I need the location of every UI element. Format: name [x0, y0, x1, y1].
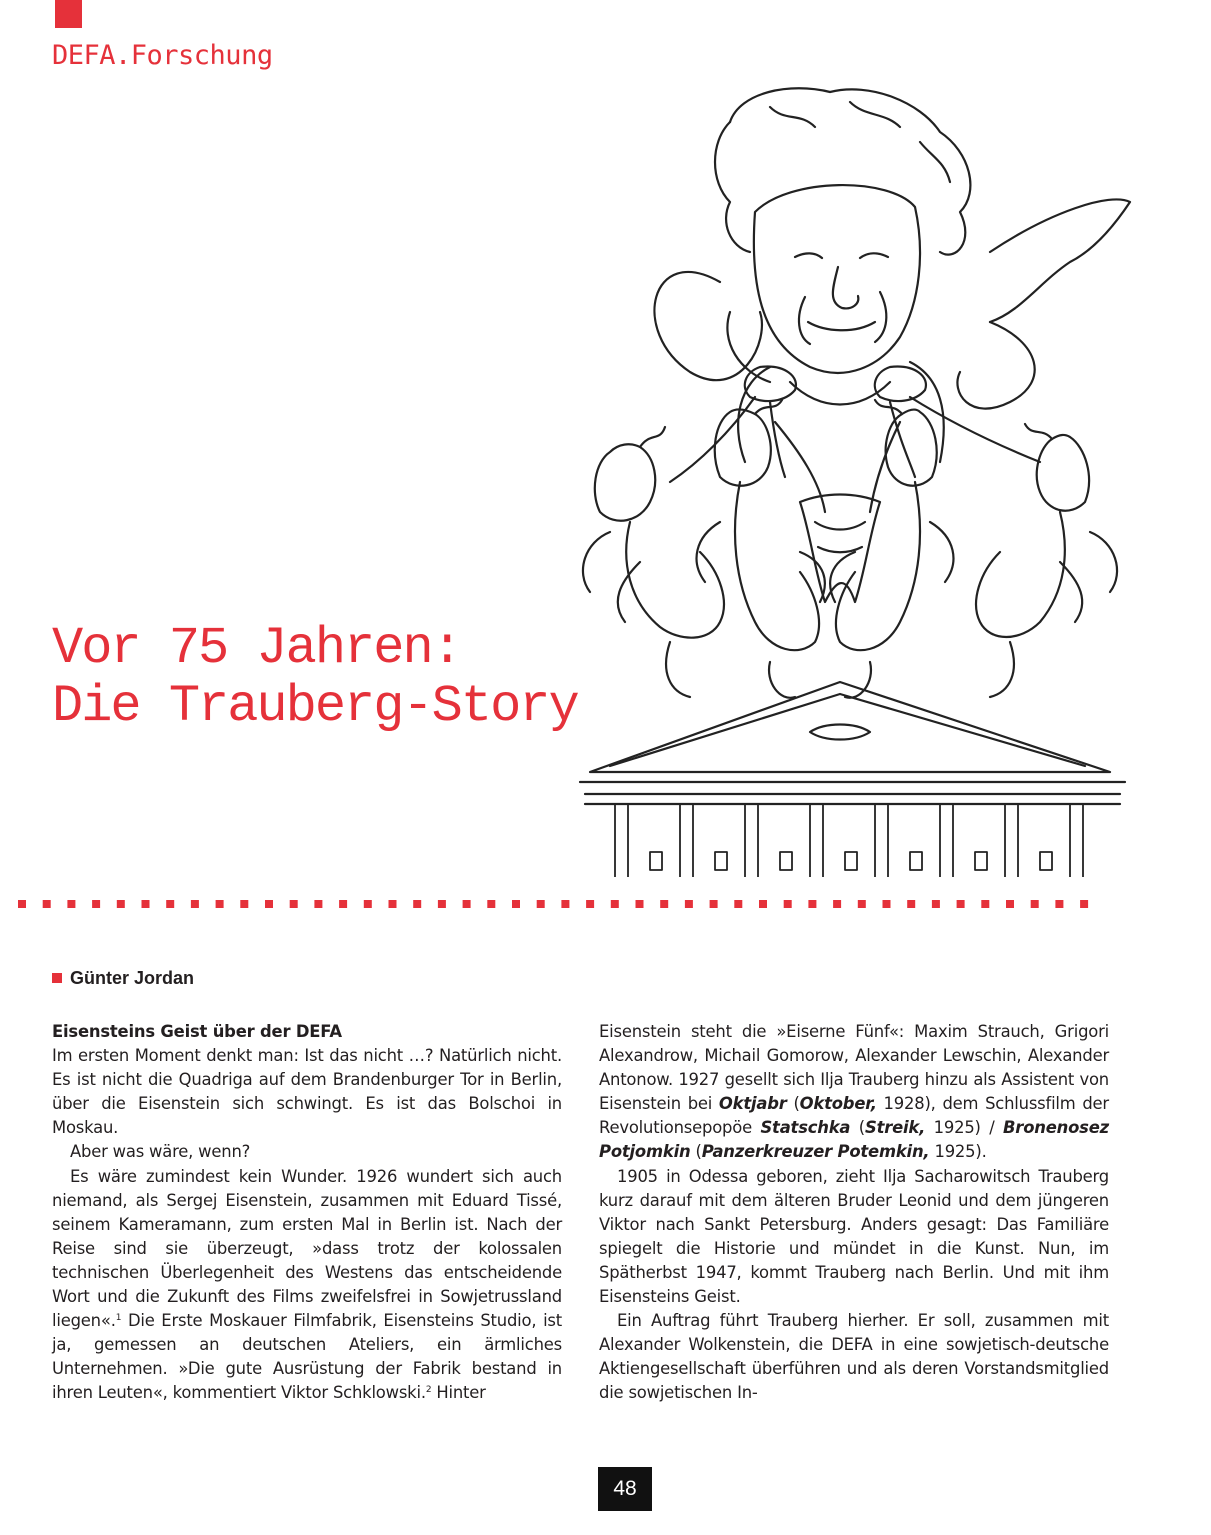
divider-dot [784, 900, 792, 908]
footnote-ref: 2 [425, 1385, 432, 1396]
divider-dot [290, 900, 298, 908]
article-title [52, 620, 578, 736]
article-column-left [52, 1020, 562, 1406]
film-title: Statschka [760, 1118, 851, 1138]
divider-dot [1080, 900, 1088, 908]
divider-dot [685, 900, 693, 908]
article-subheading: Eisensteins Geist über der DEFA [52, 1022, 342, 1041]
film-title: Panzerkreuzer Potemkin, [701, 1142, 930, 1162]
divider-dot [586, 900, 594, 908]
divider-dot [907, 900, 915, 908]
divider-dot [710, 900, 718, 908]
film-title: Oktjabr [718, 1094, 787, 1114]
divider-dot [67, 900, 75, 908]
red-square-bullet-icon [52, 973, 62, 983]
divider-dot [18, 900, 26, 908]
film-title: Oktober, [799, 1094, 877, 1114]
divider-dot [487, 900, 495, 908]
divider-dot [1055, 900, 1063, 908]
page-number: 48 [598, 1467, 652, 1511]
divider-dot [389, 900, 397, 908]
divider-dot [166, 900, 174, 908]
divider-dot [734, 900, 742, 908]
divider-dot [1031, 900, 1039, 908]
divider-dot [636, 900, 644, 908]
divider-dot [265, 900, 273, 908]
author-byline [52, 968, 194, 989]
divider-dot [561, 900, 569, 908]
divider-dot [142, 900, 150, 908]
paragraph: Im ersten Moment denkt man: Ist das nicht …? Natürlich nicht. Es ist nicht die Quadriga auf dem Brandenburger Tor in Berlin, über die Eisenstein sich schwingt. Es ist das Bolschoi in Moskau. [52, 1046, 562, 1138]
divider-dot [512, 900, 520, 908]
divider-dot [660, 900, 668, 908]
divider-dot [981, 900, 989, 908]
divider-dot [413, 900, 421, 908]
divider-dot [216, 900, 224, 908]
divider-dot [339, 900, 347, 908]
dotted-divider [14, 900, 1114, 910]
divider-dot [117, 900, 125, 908]
divider-dot [92, 900, 100, 908]
paragraph: Es wäre zumindest kein Wunder. 1926 wundert sich auch niemand, als Sergej Eisenstein, zusammen mit Eduard Tissé, seinem Kameramann, zum ersten Mal in Berlin ist. Nach der Reise sind sie überzeugt, »dass trotz der kolossalen technischen Überlegenheit des Westens das entscheidende Wort und die Zukunft des Films zweifelsfrei in Sowjetrussland liegen«.$^1$ Die Erste Moskauer Filmfabrik, Eisensteins Studio, ist ja, gemessen an deutschen Ateliers, ein ärmliches Unternehmen. »Die gute Ausrüstung der Fabrik bestand in ihren Leuten«, kommentiert Viktor Schklowski.$^2$ Hinter [52, 1166, 562, 1403]
paragraph: Aber was wäre, wenn? [70, 1142, 251, 1162]
divider-dot [364, 900, 372, 908]
divider-dot [463, 900, 471, 908]
divider-dot [932, 900, 940, 908]
divider-dot [314, 900, 322, 908]
paragraph: Ein Auftrag führt Trauberg hierher. Er soll, zusammen mit Alexander Wolkenstein, die DEFA in eine sowjetisch-deutsche Aktiengesellschaft überführen und als deren Vorstandsmitglied die sowjetischen In- [599, 1311, 1109, 1403]
divider-dot [537, 900, 545, 908]
divider-dot [611, 900, 619, 908]
divider-dot [957, 900, 965, 908]
footnote-ref: 1 [115, 1313, 122, 1324]
section-label: DEFA.Forschung [52, 40, 273, 71]
film-title: Bronenosez Potjomkin [599, 1118, 1109, 1162]
article-column-right [599, 1020, 1109, 1406]
divider-dot [43, 900, 51, 908]
divider-dot [833, 900, 841, 908]
film-title: Streik, [864, 1118, 926, 1138]
caricature-illustration [570, 82, 1140, 877]
divider-dot [240, 900, 248, 908]
title-line-2: Die Trauberg-Story [52, 677, 578, 736]
divider-dot [191, 900, 199, 908]
author-name: Günter Jordan [70, 968, 195, 988]
paragraph: Eisenstein steht die »Eiserne Fünf«: Maxim Strauch, Grigori Alexandrow, Michail Gomorow, Alexander Lewschin, Alexander Antonow. 1927 gesellt sich Ilja Trauberg hinzu als Assistent von Eisenstein bei Oktjabr (Oktober, 1928), dem Schlussfilm der Revolutionsepopöe Statschka (Streik, 1925) / Bronenosez Potjomkin (Panzerkreuzer Potemkin, 1925). [599, 1022, 1109, 1162]
divider-dot [438, 900, 446, 908]
divider-dot [808, 900, 816, 908]
corner-marker [55, 0, 82, 28]
title-line-1: Vor 75 Jahren: [52, 619, 461, 678]
divider-dot [1006, 900, 1014, 908]
divider-dot [858, 900, 866, 908]
paragraph: 1905 in Odessa geboren, zieht Ilja Sacharowitsch Trauberg kurz darauf mit dem älteren Bruder Leonid und dem jüngeren Viktor nach Sankt Petersburg. Anders gesagt: Das Familiäre spiegelt die Historie und mündet in die Kunst. Nun, im Spätherbst 1947, kommt Trauberg nach Berlin. Und mit ihm Eisensteins Geist. [599, 1166, 1109, 1307]
divider-dot [883, 900, 891, 908]
divider-dot [759, 900, 767, 908]
